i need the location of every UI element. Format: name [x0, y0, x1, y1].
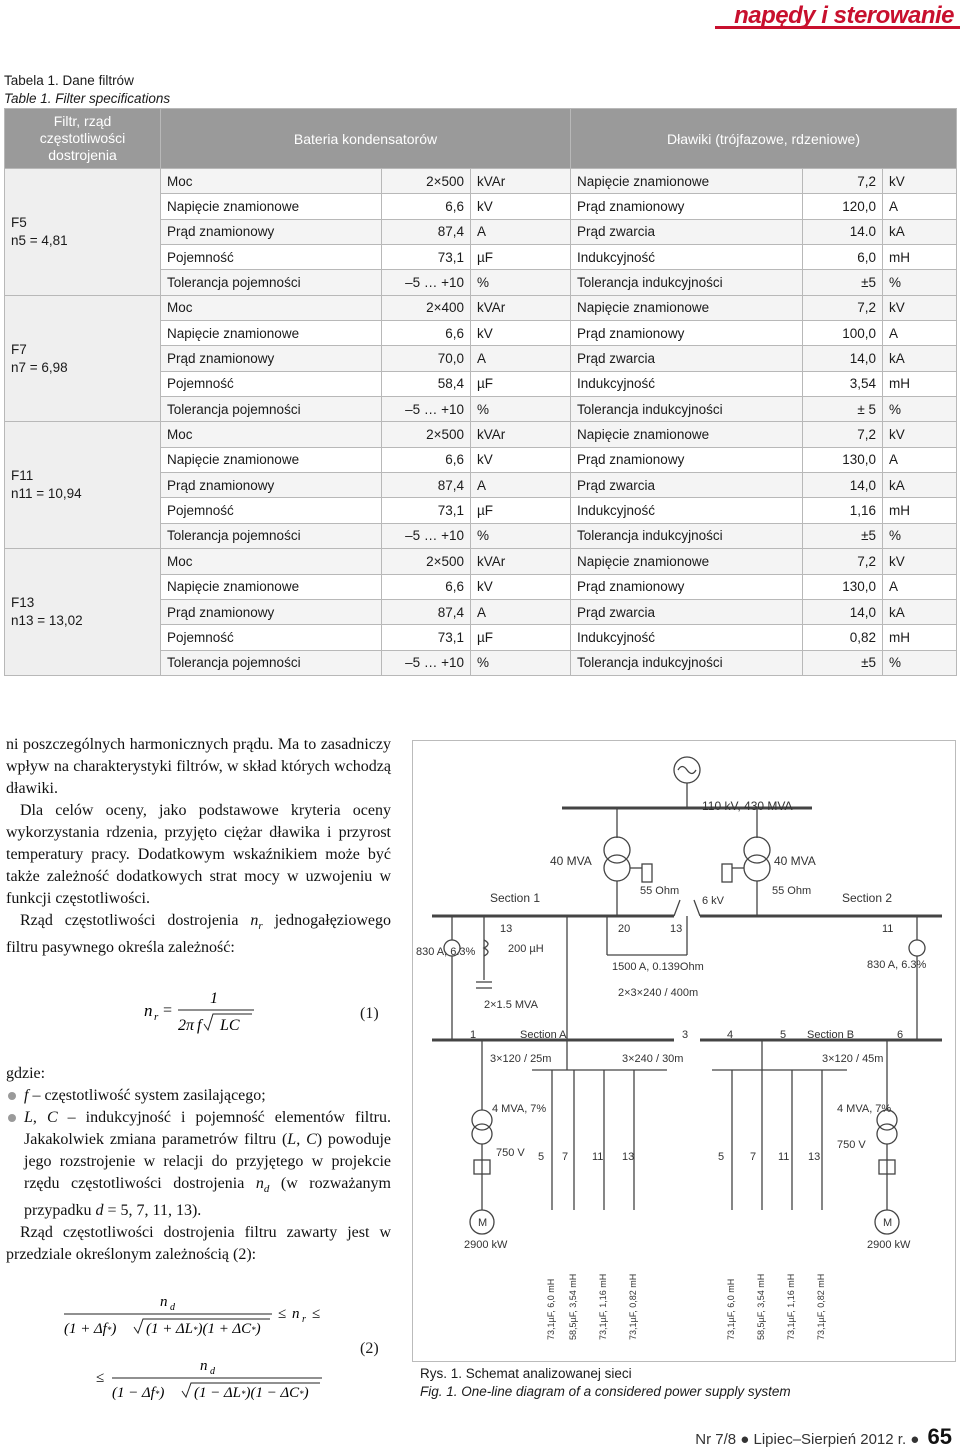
label-f7r: 7 [750, 1151, 757, 1163]
table-cell: ±5 [803, 523, 883, 548]
label-motor-pl: 2900 kW [464, 1239, 508, 1251]
label-13a: 13 [500, 923, 513, 935]
label-f5r: 5 [718, 1151, 725, 1163]
table-row [5, 295, 957, 320]
one-line-diagram [412, 740, 956, 1362]
one-line-diagram-svg [412, 740, 956, 1362]
figure-caption-en: Fig. 1. One-line diagram of a considered power supply system [420, 1384, 791, 1399]
gdzie-label: gdzie: [6, 1065, 46, 1082]
svg-text:(1 + Δf*): (1 + Δf*) [64, 1321, 117, 1337]
svg-text:n: n [144, 1001, 153, 1020]
table-cell: 2×500 [382, 422, 471, 447]
svg-text:n: n [292, 1306, 300, 1322]
table-cell: kA [883, 599, 957, 624]
svg-text:n: n [200, 1358, 208, 1374]
table-cell: 7,2 [803, 169, 883, 194]
body-text-upper [6, 734, 391, 959]
svg-text:1: 1 [210, 990, 218, 1007]
table-cell: kV [883, 422, 957, 447]
table-cell: kV [471, 447, 571, 472]
table-cell: mH [883, 625, 957, 650]
label-f13r: 13 [808, 1151, 821, 1163]
svg-text:≤: ≤ [312, 1306, 321, 1322]
table-cell: Napięcie znamionowe [571, 295, 803, 320]
table-cell: % [471, 397, 571, 422]
table-cell: Tolerancja pojemności [161, 650, 382, 675]
table-cell: kV [471, 321, 571, 346]
table-cell: Pojemność [161, 371, 382, 396]
table-cell: 2×500 [382, 169, 471, 194]
table-cell: kV [883, 295, 957, 320]
table-cell: Tolerancja indukcyjności [571, 397, 803, 422]
table-cell: 130,0 [803, 447, 883, 472]
filter-name-cell [5, 422, 161, 549]
table-cell: Prąd znamionowy [161, 473, 382, 498]
label-secA: Section A [520, 1029, 567, 1041]
table-cell: 2×500 [382, 549, 471, 574]
label-f11: 11 [592, 1151, 604, 1163]
table-cell: % [471, 270, 571, 295]
table-caption-en: Table 1. Filter specifications [4, 91, 171, 106]
filter-order: n13 = 13,02 [11, 613, 83, 629]
filter-order: n11 = 10,94 [11, 486, 82, 502]
label-n6: 6 [897, 1029, 904, 1041]
label-t1: 40 MVA [550, 854, 592, 868]
table-cell: Pojemność [161, 245, 382, 270]
label-z1: 55 Ohm [640, 885, 680, 897]
svg-text:r: r [154, 1011, 159, 1023]
table-cell: 70,0 [382, 346, 471, 371]
label-reactor-l: 830 A, 6.3% [416, 946, 476, 958]
table-cell: A [471, 599, 571, 624]
filter-name: F5 [11, 214, 27, 230]
svg-text:(1 + ΔL*)(1 + ΔC*): (1 + ΔL*)(1 + ΔC*) [146, 1321, 261, 1337]
table-cell: –5 … +10 [382, 650, 471, 675]
label-busv: 6 kV [702, 895, 725, 907]
equation-2-graphic [60, 1290, 360, 1410]
body-text-lower [6, 1063, 391, 1266]
page-footer [695, 1424, 952, 1450]
label-fv1r: 58,5µF, 3,54 mH [756, 1273, 766, 1340]
table-cell: mH [883, 498, 957, 523]
table-cell: % [471, 523, 571, 548]
table-cell: kVAr [471, 422, 571, 447]
label-caps: 2×1.5 MVA [484, 999, 538, 1011]
table-cell: kV [883, 169, 957, 194]
label-n5: 5 [780, 1029, 787, 1041]
table-cell: 87,4 [382, 473, 471, 498]
table-cell: A [883, 574, 957, 599]
table-cell: Napięcie znamionowe [161, 574, 382, 599]
table-cell: 6,6 [382, 574, 471, 599]
table-cell: kA [883, 473, 957, 498]
paragraph-3: Rząd częstotliwości dostrojenia $n_r$ jednogałęziowego filtru pasywnego określa zależność: [6, 912, 391, 957]
label-n4: 4 [727, 1029, 734, 1041]
table-cell: ±5 [803, 650, 883, 675]
table-cell: kA [883, 219, 957, 244]
table-cell: 73,1 [382, 245, 471, 270]
equation-2-number: (2) [360, 1340, 379, 1357]
bullet-lc: L, C – indukcyjność i pojemność elementów filtru. Jakakolwiek zmiana parametrów filtru (L, C) powoduje jego rozstrojenie w relacji do przyjętego w projekcie rzędu częstotliwości dostrojenia $n_d$ (w rozważanym przypadku d = 5, 7, 11, 13). [6, 1107, 391, 1222]
label-t2: 40 MVA [774, 854, 816, 868]
label-fv3r: 73,1µF, 0,82 mH [816, 1273, 826, 1340]
table-cell: 14,0 [803, 346, 883, 371]
table-cell: Prąd zwarcia [571, 346, 803, 371]
label-secB: Section B [807, 1029, 855, 1041]
label-reactor-r: 830 A, 6.3% [867, 959, 927, 971]
label-motor-l: M [478, 1217, 488, 1229]
label-fv3: 73,1µF, 0,82 mH [628, 1273, 638, 1340]
svg-text:LC: LC [220, 1017, 240, 1034]
equation-1 [140, 986, 260, 1036]
filter-name: F7 [11, 341, 27, 357]
table-cell: Pojemność [161, 625, 382, 650]
svg-text:d: d [210, 1366, 215, 1377]
label-choke: 200 µH [508, 943, 544, 955]
table-cell: 87,4 [382, 599, 471, 624]
table-cell: 0,82 [803, 625, 883, 650]
table-cell: mH [883, 371, 957, 396]
table-cell: µF [471, 371, 571, 396]
header-filter: Filtr, rząd częstotliwości dostrojenia [5, 109, 161, 169]
table-cell: kA [883, 346, 957, 371]
table-cell: 73,1 [382, 498, 471, 523]
table-cell: 6,6 [382, 194, 471, 219]
label-cable-r: 3×120 / 45m [822, 1053, 884, 1065]
table-cell: A [883, 447, 957, 472]
table-cell: 14,0 [803, 599, 883, 624]
table-cell: Tolerancja indukcyjności [571, 270, 803, 295]
label-fv0: 73,1µF, 6,0 mH [546, 1278, 556, 1340]
table-cell: Napięcie znamionowe [161, 321, 382, 346]
table-cell: kVAr [471, 549, 571, 574]
label-f7: 7 [562, 1151, 569, 1163]
label-fv2r: 73,1µF, 1,16 mH [786, 1273, 796, 1340]
table-cell: 3,54 [803, 371, 883, 396]
table-row [5, 422, 957, 447]
label-tr-l: 4 MVA, 7% [492, 1103, 547, 1115]
table-cell: µF [471, 245, 571, 270]
table-cell: A [471, 346, 571, 371]
label-cable-m: 3×240 / 30m [622, 1053, 684, 1065]
table-cell: Moc [161, 295, 382, 320]
filter-name: F11 [11, 468, 34, 484]
table-cell: Tolerancja indukcyjności [571, 523, 803, 548]
table-cell: Prąd znamionowy [161, 346, 382, 371]
paragraph-2: Dla celów oceny, jako podstawowe kryteria oceny wykorzystania rdzenia, przyjęto ciężar dławika i przyrost temperatury pracy. Dodatkowym wskaźnikiem może być także zależność dodatkowych strat mocy w uzwojeniu w funkcji częstotliwości. [6, 802, 391, 907]
label-f5: 5 [538, 1151, 545, 1163]
table-cell: Napięcie znamionowe [571, 169, 803, 194]
table-cell: A [883, 194, 957, 219]
table-cell: 6,6 [382, 321, 471, 346]
table-cell: 130,0 [803, 574, 883, 599]
label-sec2: Section 2 [842, 891, 893, 905]
equation-1-graphic [140, 986, 260, 1036]
table-cell: 7,2 [803, 549, 883, 574]
table-cell: Prąd znamionowy [161, 219, 382, 244]
table-cell: ± 5 [803, 397, 883, 422]
table-cell: Prąd znamionowy [571, 194, 803, 219]
table-cell: 1,16 [803, 498, 883, 523]
equation-1-number: (1) [360, 1005, 379, 1022]
svg-text:2π: 2π [178, 1017, 195, 1034]
bullet-f: f – częstotliwość system zasilającego; [6, 1085, 391, 1107]
table-cell: Indukcyjność [571, 498, 803, 523]
table-cell: 6,6 [382, 447, 471, 472]
table-cell: –5 … +10 [382, 523, 471, 548]
header-capacitor-bank: Bateria kondensatorów [161, 109, 571, 169]
paragraph-1: ni poszczególnych harmonicznych prądu. Ma to zasadniczy wpływ na charakterystyki filtrów, w skład których wchodzą dławiki. [6, 736, 391, 797]
table-cell: kV [471, 574, 571, 599]
table-row [5, 169, 957, 194]
table-cell: mH [883, 245, 957, 270]
filter-name-cell [5, 169, 161, 296]
table-cell: A [471, 219, 571, 244]
table-caption-pl: Tabela 1. Dane filtrów [4, 73, 134, 88]
table-cell: 6,0 [803, 245, 883, 270]
table-cell: % [883, 523, 957, 548]
table-cell: kV [883, 549, 957, 574]
label-750r: 750 V [837, 1139, 866, 1151]
table-cell: Prąd znamionowy [571, 574, 803, 599]
table-cell: A [471, 473, 571, 498]
filter-order: n7 = 6,98 [11, 359, 68, 375]
table-cell: µF [471, 625, 571, 650]
table-cell: Pojemność [161, 498, 382, 523]
filter-name-cell [5, 549, 161, 676]
label-cable-l: 3×120 / 25m [490, 1053, 552, 1065]
label-750l: 750 V [496, 1147, 525, 1159]
table-cell: –5 … +10 [382, 397, 471, 422]
table-cell: Indukcyjność [571, 371, 803, 396]
table-cell: 7,2 [803, 295, 883, 320]
paragraph-4: Rząd częstotliwości dostrojenia filtru zawarty jest w przedziale określonym zależnością (2): [6, 1224, 391, 1264]
table-cell: 120,0 [803, 194, 883, 219]
table-cell: Napięcie znamionowe [161, 194, 382, 219]
table-cell: kVAr [471, 295, 571, 320]
magazine-logo [715, 2, 960, 32]
filter-name: F13 [11, 595, 35, 611]
footer-issue: Nr 7/8 ● Lipiec–Sierpień 2012 r. ● [695, 1431, 920, 1448]
table-cell: A [883, 321, 957, 346]
svg-text:f: f [197, 1017, 202, 1034]
label-11: 11 [882, 923, 894, 935]
label-n1: 1 [470, 1029, 477, 1041]
table-cell: 7,2 [803, 422, 883, 447]
filter-order: n5 = 4,81 [11, 232, 68, 248]
table-cell: Prąd zwarcia [571, 599, 803, 624]
table-cell: Prąd znamionowy [571, 447, 803, 472]
table-cell: % [471, 650, 571, 675]
svg-text:n: n [160, 1294, 168, 1310]
label-13b: 13 [670, 923, 683, 935]
figure-caption-pl: Rys. 1. Schemat analizowanej sieci [420, 1366, 632, 1381]
table-cell: 100,0 [803, 321, 883, 346]
label-z2: 55 Ohm [772, 885, 812, 897]
page-number: 65 [927, 1424, 952, 1449]
table-cell: –5 … +10 [382, 270, 471, 295]
svg-text:=: = [162, 1002, 173, 1019]
table-cell: Indukcyjność [571, 625, 803, 650]
table-cell: Moc [161, 422, 382, 447]
label-fv1: 58,5µF, 3,54 mH [568, 1273, 578, 1340]
table-cell: % [883, 397, 957, 422]
table-cell: % [883, 650, 957, 675]
table-cell: ±5 [803, 270, 883, 295]
table-cell: 14.0 [803, 219, 883, 244]
svg-text:(1 − ΔL*)(1 − ΔC*): (1 − ΔL*)(1 − ΔC*) [194, 1385, 309, 1401]
table-cell: 87,4 [382, 219, 471, 244]
filter-spec-table [4, 108, 957, 676]
svg-text:r: r [302, 1314, 306, 1325]
label-n3: 3 [682, 1029, 689, 1041]
table-cell: 58,4 [382, 371, 471, 396]
filter-name-cell [5, 295, 161, 422]
logo-text: napędy i sterowanie [734, 2, 954, 29]
table-cell: Tolerancja pojemności [161, 523, 382, 548]
table-cell: kVAr [471, 169, 571, 194]
table-cell: Prąd znamionowy [161, 599, 382, 624]
header-reactors: Dławiki (trójfazowe, rdzeniowe) [571, 109, 957, 169]
table-cell: Napięcie znamionowe [571, 549, 803, 574]
label-motor-pr: 2900 kW [867, 1239, 911, 1251]
table-cell: 73,1 [382, 625, 471, 650]
label-20: 20 [618, 923, 631, 935]
label-f11r: 11 [778, 1151, 790, 1163]
table-cell: Prąd zwarcia [571, 219, 803, 244]
label-tie: 1500 A, 0.139Ohm [612, 961, 704, 973]
label-fv0r: 73,1µF, 6,0 mH [726, 1278, 736, 1340]
table-cell: Napięcie znamionowe [571, 422, 803, 447]
svg-text:≤: ≤ [96, 1370, 105, 1386]
label-fv2: 73,1µF, 1,16 mH [598, 1273, 608, 1340]
label-grid: 110 kV, 430 MVA [702, 799, 793, 813]
table-cell: % [883, 270, 957, 295]
table-cell: Tolerancja pojemności [161, 397, 382, 422]
svg-text:d: d [170, 1302, 175, 1313]
label-f13: 13 [622, 1151, 635, 1163]
table-cell: Prąd znamionowy [571, 321, 803, 346]
table-cell: 14,0 [803, 473, 883, 498]
equation-2 [60, 1290, 360, 1410]
table-cell: Moc [161, 549, 382, 574]
label-tr-r: 4 MVA, 7% [837, 1103, 892, 1115]
table-cell: Indukcyjność [571, 245, 803, 270]
table-cell: Tolerancja indukcyjności [571, 650, 803, 675]
table-cell: Napięcie znamionowe [161, 447, 382, 472]
table-cell: Moc [161, 169, 382, 194]
label-motor-r: M [883, 1217, 893, 1229]
table-cell: Tolerancja pojemności [161, 270, 382, 295]
label-sec1: Section 1 [490, 891, 541, 905]
svg-text:(1 − Δf*): (1 − Δf*) [112, 1385, 165, 1401]
svg-text:≤: ≤ [278, 1306, 287, 1322]
table-cell: Prąd zwarcia [571, 473, 803, 498]
table-cell: 2×400 [382, 295, 471, 320]
table-cell: µF [471, 498, 571, 523]
table-row [5, 549, 957, 574]
label-cable-main: 2×3×240 / 400m [618, 987, 699, 999]
table-cell: kV [471, 194, 571, 219]
